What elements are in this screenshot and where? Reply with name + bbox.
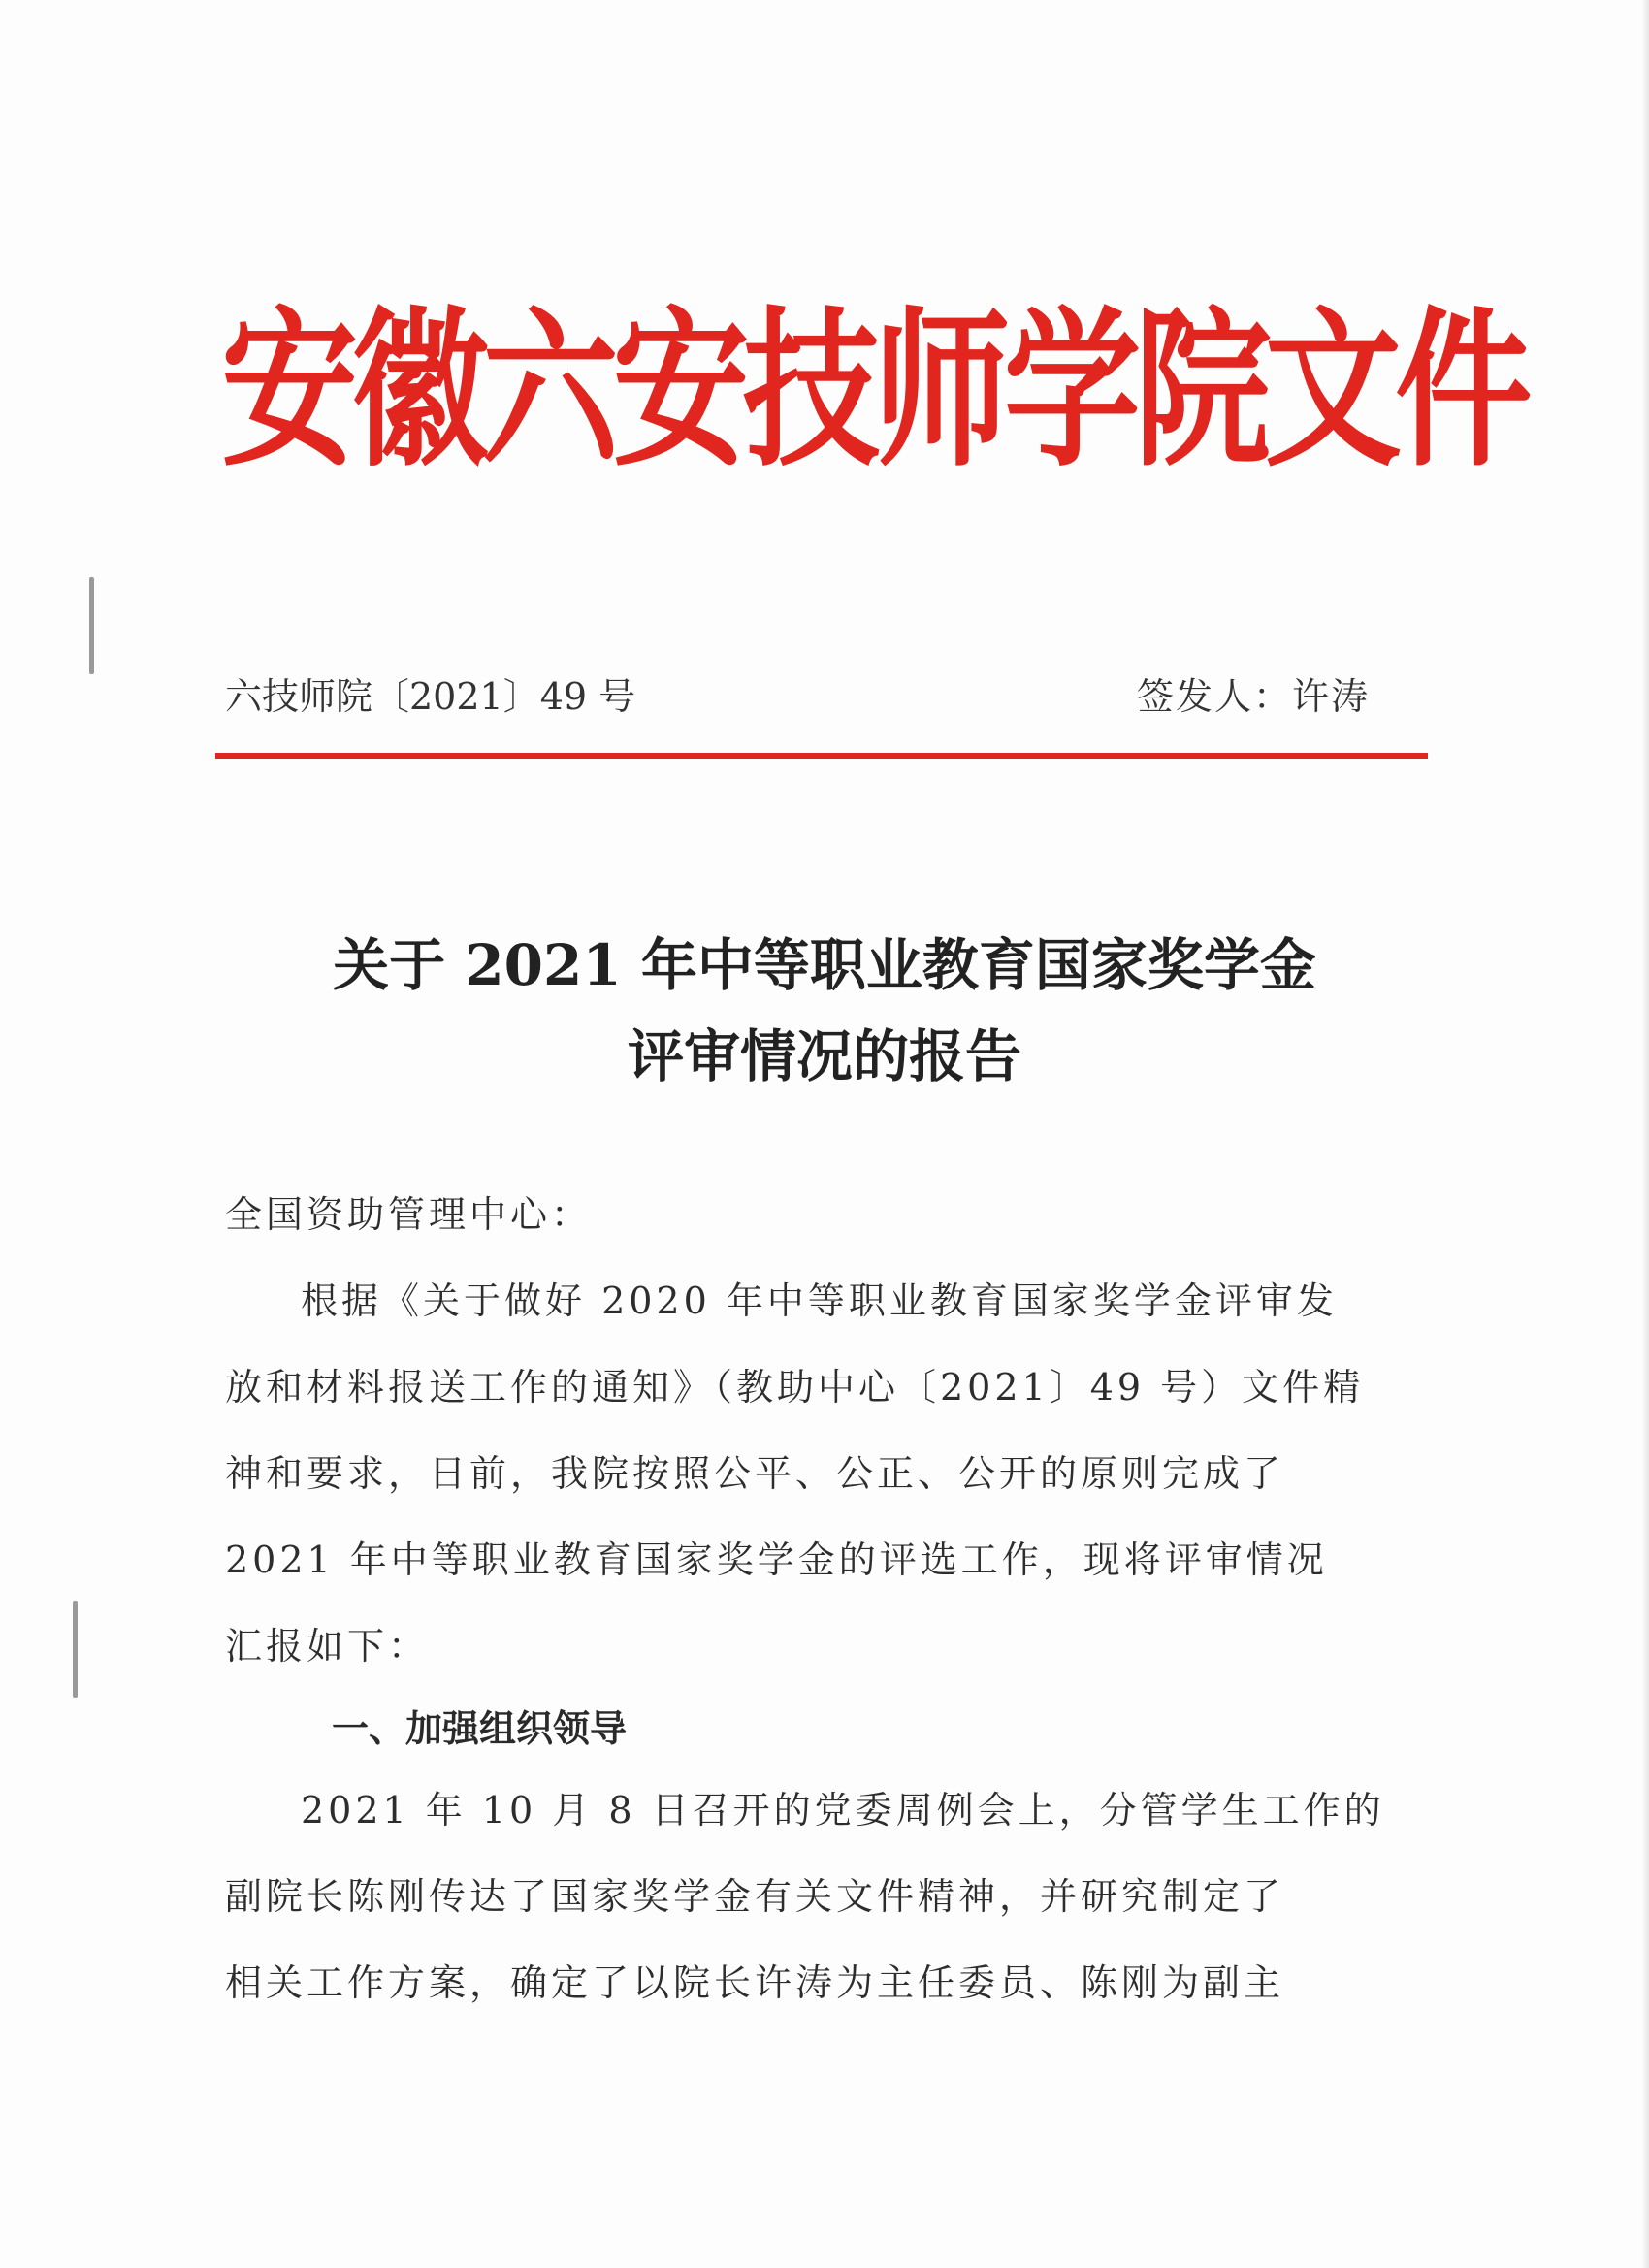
issuer-signature: 签发人：许涛 [1136,675,1370,718]
paragraph-1 [225,1258,1370,1690]
paragraph-line: 2021 年中等职业教育国家奖学金的评选工作，现将评审情况 [225,1539,1328,1581]
paragraph-line: 神和要求，日前，我院按照公平、公正、公开的原则完成了 [225,1452,1285,1495]
red-divider-line [215,753,1428,759]
paragraph-line: 2021 年 10 月 8 日召开的党委周例会上，分管学生工作的 [301,1789,1385,1831]
scan-edge [1641,0,1649,2268]
paragraph-line: 根据《关于做好 2020 年中等职业教育国家奖学金评审发 [301,1280,1338,1322]
title-line: 关于 2021 年中等职业教育国家奖学金 [333,932,1316,998]
paragraph-2 [225,1767,1385,2026]
title-line: 评审情况的报告 [627,1023,1021,1089]
staple-mark [89,577,94,674]
paragraph-line: 放和材料报送工作的通知》（教助中心〔2021〕49 号）文件精 [225,1366,1365,1409]
document-title [194,920,1455,1102]
section-heading: 一、加强组织领导 [332,1707,628,1750]
paragraph-line: 汇报如下： [225,1625,430,1668]
document-number: 六技师院〔2021〕49 号 [225,675,636,718]
document-masthead: 安徽六安技师学院文件 [221,288,1526,491]
document-meta-row [225,667,1370,726]
paragraph-line: 相关工作方案，确定了以院长许涛为主任委员、陈刚为副主 [225,1961,1285,2004]
paragraph-line: 副院长陈刚传达了国家奖学金有关文件精神，并研究制定了 [225,1875,1285,1918]
staple-mark [73,1601,78,1698]
salutation: 全国资助管理中心： [225,1193,593,1236]
